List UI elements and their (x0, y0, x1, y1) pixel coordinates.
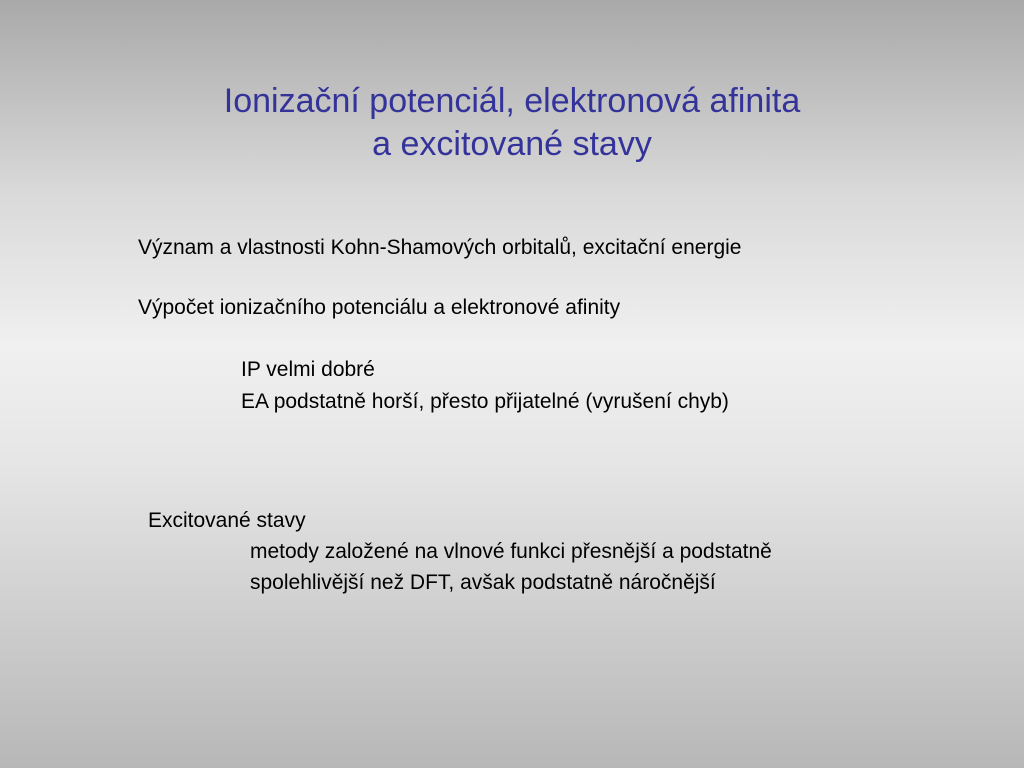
bullet-excited-states: Excitované stavy (148, 509, 306, 532)
slide-title (0, 80, 1024, 166)
slide-title-line-1: Ionizační potenciál, elektronová afinita (223, 82, 801, 120)
sub-bullet-ip: IP velmi dobré (241, 358, 375, 381)
slide-title-line-2: a excitované stavy (372, 125, 652, 163)
sub-bullet-reliability: spolehlivější než DFT, avšak podstatně náročnější (250, 571, 716, 594)
sub-bullet-ea: EA podstatně horší, přesto přijatelné (vyrušení chyb) (241, 390, 729, 413)
sub-bullet-wavefunction-methods: metody založené na vlnové funkci přesnější a podstatně (250, 540, 772, 563)
bullet-kohn-sham-orbitals: Význam a vlastnosti Kohn-Shamových orbitalů, excitační energie (138, 236, 742, 259)
bullet-ip-ea-calculation: Výpočet ionizačního potenciálu a elektronové afinity (138, 296, 621, 319)
